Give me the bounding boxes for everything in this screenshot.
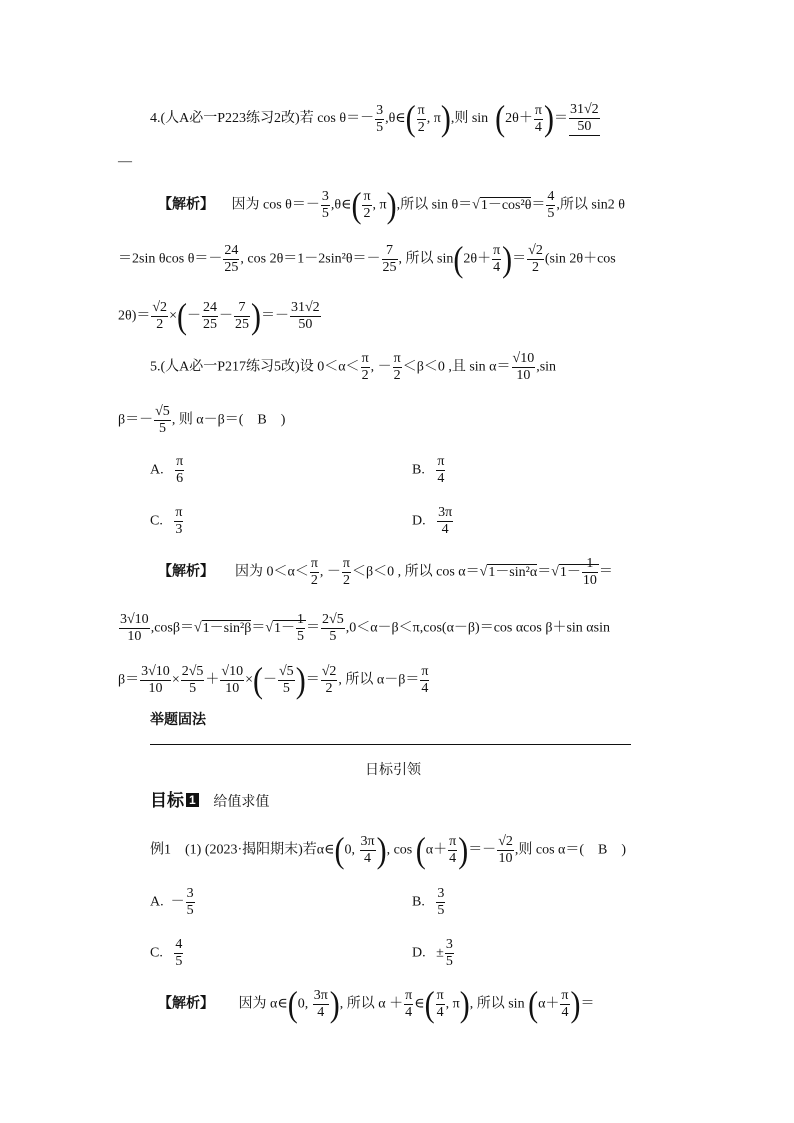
section-title: 举题固法 xyxy=(150,711,206,727)
q4-text: ＝ xyxy=(553,111,568,127)
fraction: $\frac{3}{5}$ xyxy=(376,102,384,135)
q5-line-1: 5.(人A必一P217练习5改)设 0＜α＜ $\frac{\pi}{2}$ , － $\frac{\pi}{2}$ ＜β＜0 ,且 sin α＝ $\frac{√10}{10}$ ,sin xyxy=(150,351,557,383)
q5-option-a[interactable]: A. $\frac{\pi}{6}$ xyxy=(150,454,184,486)
section-center-title: 日标引领 xyxy=(365,761,421,777)
example-1-line: 例1 (1) (2023·揭阳期末)若α∈(0, $\frac{3\pi}{4}$ ), cos (α＋ $\frac{\pi}{4}$ )＝－ $\frac{√2}{10}$ ,则 cos α＝( B ) xyxy=(150,830,627,870)
answer-fraction: $\frac{31√2}{50}$ xyxy=(569,102,599,134)
q5-solution-line-2: $\frac{3√10}{10}$ ,cosβ＝√1－sin²β＝√1－ $\frac{1}{5}$ ＝ $\frac{2√5}{5}$ ,0＜α－β＜π,cos(α－β)＝cos αcos β＋sin αsin xyxy=(120,612,610,644)
fraction: $\frac{\pi}{2}$ xyxy=(417,102,425,135)
q5-option-c[interactable]: C. $\frac{\pi}{3}$ xyxy=(150,505,183,537)
q4-text: ,则 sin xyxy=(450,111,492,127)
q5-option-b[interactable]: B. $\frac{\pi}{4}$ xyxy=(412,454,445,486)
q4-text: 4.(人A必一P223练习2改)若 cos θ＝－ xyxy=(150,111,375,127)
q4-solution-line-1: 【解析】 因为 cos θ＝－ $\frac{3}{5}$ ,θ∈( $\frac{\pi}{2}$ , π),所以 sin θ＝√1－cos²θ＝ $\frac{4}{5}$ ,所以 sin2 θ xyxy=(158,185,625,225)
q4-text: , π xyxy=(426,111,441,127)
q4-text: 2θ＋ xyxy=(505,111,533,127)
q4-text: ,θ∈ xyxy=(385,111,406,127)
q5-option-d[interactable]: D. $\frac{3\pi}{4}$ xyxy=(412,505,453,537)
ex1-option-b[interactable]: B. $\frac{3}{5}$ xyxy=(412,886,445,918)
target-badge: 目标 1 给值求值 xyxy=(150,791,270,810)
q5-line-2: β＝－ $\frac{√5}{5}$ , 则 α－β＝( B ) xyxy=(118,404,286,436)
ex1-option-c[interactable]: C. $\frac{4}{5}$ xyxy=(150,937,183,969)
ex1-solution-line: 【解析】 因为 α∈(0, $\frac{3\pi}{4}$ ), 所以 α ＋ $\frac{\pi}{4}$ ∈( $\frac{\pi}{4}$ , π), 所以 sin (α＋ $\frac{\pi}{4}$ )＝ xyxy=(158,984,595,1024)
q5-solution-line-1: 【解析】 因为 0＜α＜ $\frac{\pi}{2}$ , － $\frac{\pi}{2}$ ＜β＜0 , 所以 cos α＝√1－sin²α＝√1－ $\frac{1}{10}$ ＝ xyxy=(158,556,613,588)
q4-solution-line-2: ＝2sin θcos θ＝－ $\frac{24}{25}$ , cos 2θ＝1－2sin²θ＝－ $\frac{7}{25}$ , 所以 sin(2θ＋ $\frac{\pi}{4}$ )＝ $\frac{√2}{2}$ (sin 2θ＋cos xyxy=(118,239,616,279)
q4-solution-line-3: 2θ)＝ $\frac{√2}{2}$ ×(－ $\frac{24}{25}$ － $\frac{7}{25}$ )＝－ $\frac{31√2}{50}$ xyxy=(118,296,320,336)
analysis-tag: 【解析】 xyxy=(158,562,214,579)
fraction: $\frac{\pi}{4}$ xyxy=(534,102,542,135)
q4-blank-dash: — xyxy=(118,154,132,169)
ex1-option-a[interactable]: A. － $\frac{3}{5}$ xyxy=(150,886,194,918)
target-badge-text: 给值求值 xyxy=(213,793,270,809)
q4-line: 4.(人A必一P223练习2改)若 cos θ＝－ $\frac{3}{5}$ ,θ∈( $\frac{\pi}{2}$ , π),则 sin (2θ＋ $\frac{\pi}{4}$ )＝ $\frac{31√2}{50}$ xyxy=(150,98,599,139)
q5-solution-line-3: β＝ $\frac{3√10}{10}$ × $\frac{2√5}{5}$ ＋ $\frac{√10}{10}$ ×(－ $\frac{√5}{5}$ )＝ $\frac{√2}{2}$ , 所以 α－β＝ $\frac{\pi}{4}$ xyxy=(118,660,429,700)
ex1-option-d[interactable]: D. ± $\frac{3}{5}$ xyxy=(412,937,453,969)
analysis-tag: 【解析】 xyxy=(158,195,214,212)
analysis-tag: 【解析】 xyxy=(158,994,214,1011)
section-divider xyxy=(150,744,631,745)
